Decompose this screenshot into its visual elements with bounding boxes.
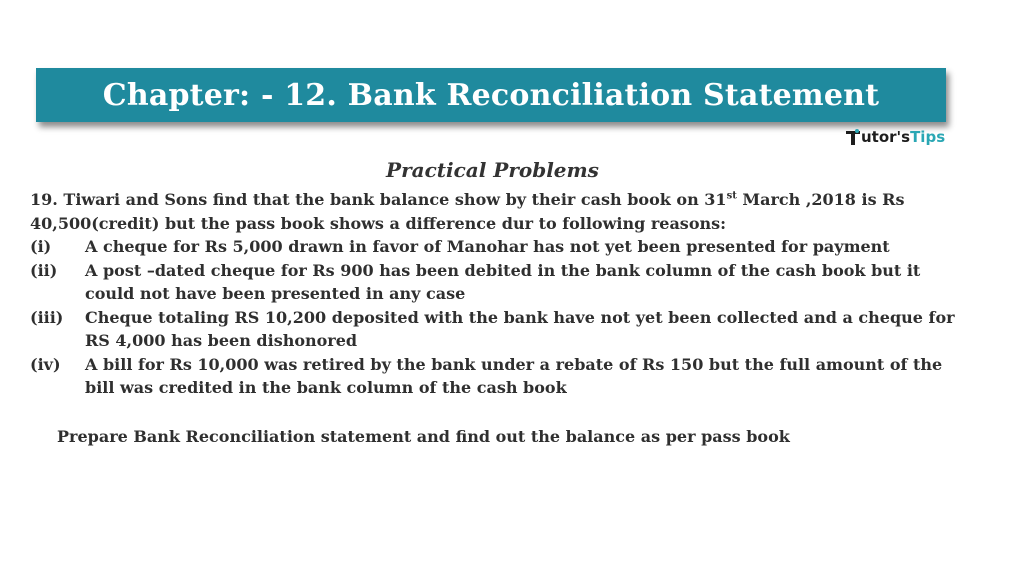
reason-item [30, 306, 965, 353]
intro-superscript: st [726, 190, 737, 202]
reason-number: (i) [30, 237, 52, 256]
chapter-banner [36, 68, 946, 122]
section-heading: Practical Problems [386, 158, 599, 182]
reason-number: (iv) [30, 354, 61, 374]
reason-text: A post –dated cheque for Rs 900 has been debited in the bank column of the cash book but it could not have been presented in any case [85, 260, 921, 303]
reason-item [30, 259, 965, 306]
reason-item [30, 353, 965, 400]
teacher-t-logo-icon [846, 129, 860, 145]
tutors-tips-logo [846, 128, 945, 146]
intro-part2: March ,2018 is Rs 40,500(credit) but the pass book shows a difference dur to following reasons: [30, 190, 905, 233]
reason-number: (iii) [30, 307, 64, 327]
logo-text-main: utor's [861, 128, 911, 146]
reason-text: A bill for Rs 10,000 was retired by the bank under a rebate of Rs 150 but the full amount of the bill was credited in the bank column of the cash book [85, 354, 943, 397]
problem-body [30, 188, 965, 400]
reason-number: (ii) [30, 260, 58, 280]
reason-item [30, 235, 965, 259]
problem-instruction: Prepare Bank Reconciliation statement and find out the balance as per pass book [57, 427, 790, 446]
reason-text: Cheque totaling RS 10,200 deposited with the bank have not yet been collected and a cheque for RS 4,000 has been dishonored [85, 307, 955, 350]
intro-part1: 19. Tiwari and Sons find that the bank balance show by their cash book on 31 [30, 190, 727, 209]
problem-intro [30, 188, 965, 235]
logo-text-accent: Tips [910, 128, 946, 146]
reason-text: A cheque for Rs 5,000 drawn in favor of Manohar has not yet been presented for payment [85, 237, 890, 256]
chapter-title: Chapter: - 12. Bank Reconciliation Statement [102, 77, 880, 113]
